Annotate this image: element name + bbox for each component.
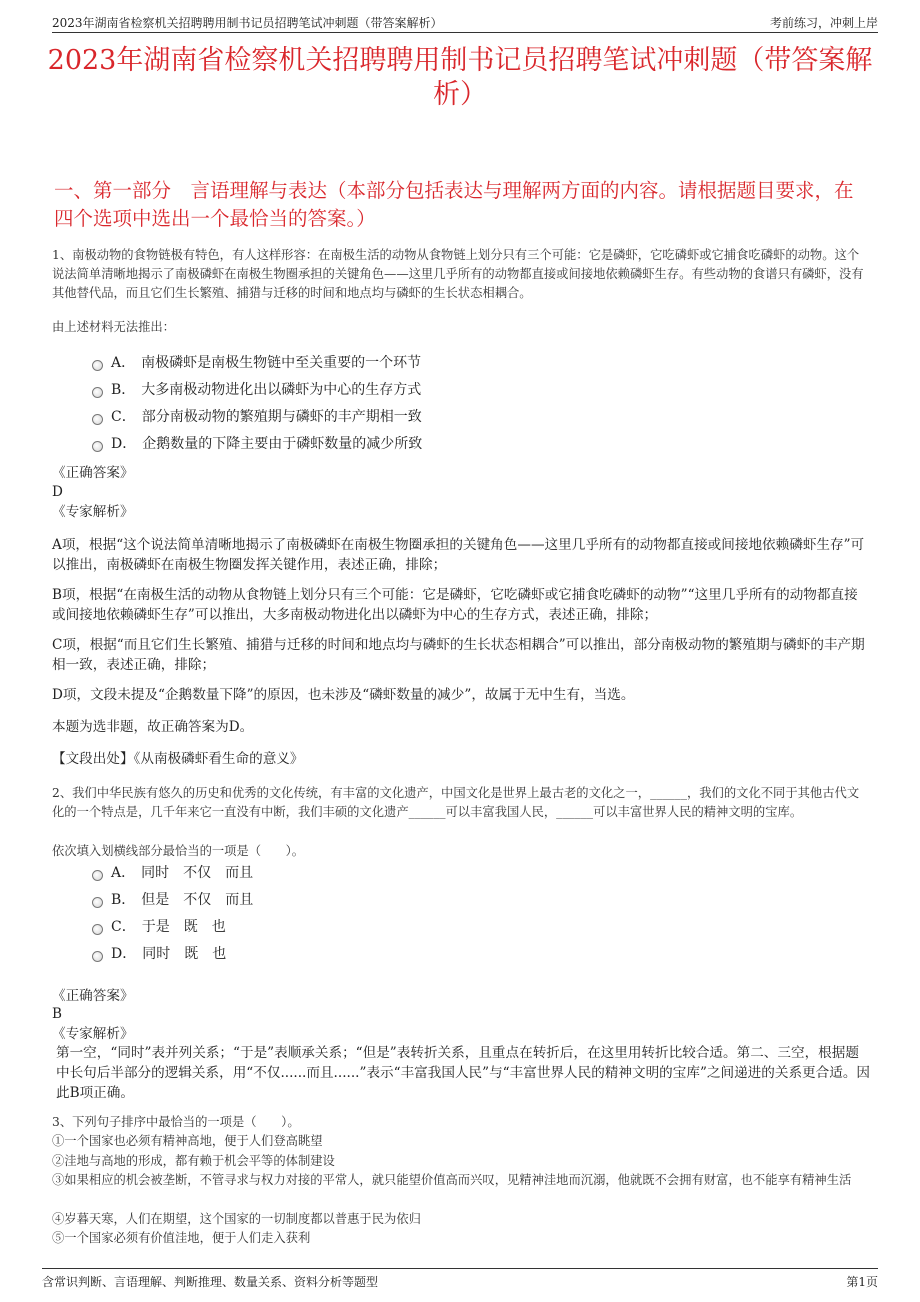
section-heading: 一、第一部分 言语理解与表达（本部分包括表达与理解两方面的内容。请根据题目要求，在四个选项中选出一个最恰当的答案。） xyxy=(54,179,854,230)
option-text: 但是 不仅 而且 xyxy=(141,892,254,908)
q1-analysis-c: C项，根据“而且它们生长繁殖、捕猎与迁移的时间和地点均与磷虾的生长状态相耦合”可以推出，部分南极动物的繁殖期与磷虾的丰产期相一致，表述正确，排除； xyxy=(52,637,865,673)
option-label: A． xyxy=(111,865,136,881)
option-text: 部分南极动物的繁殖期与磷虾的丰产期相一致 xyxy=(141,409,422,425)
q1-option-d[interactable] xyxy=(92,434,422,454)
q1-analysis-a: A项，根据“这个说法简单清晰地揭示了南极磷虾在南极生物圈承担的关键角色——这里几乎所有的动物都直接或间接地依赖磷虾生存”可以推出，南极磷虾在南极生物圈发挥关键作用，表述正确，排除； xyxy=(52,537,865,573)
q2-option-c[interactable] xyxy=(92,917,226,937)
q3-item-4: ④岁暮天寒，人们在期望，这个国家的一切制度都以普惠于民为依归 xyxy=(52,1212,421,1226)
radio-icon[interactable] xyxy=(92,387,103,398)
footer-description: 含常识判断、言语理解、判断推理、数量关系、资料分析等题型 xyxy=(42,1275,379,1289)
q2-option-a[interactable] xyxy=(92,863,253,883)
q3-item-5: ⑤一个国家必须有价值洼地，便于人们走入获利 xyxy=(52,1231,311,1245)
q1-stem: 1、南极动物的食物链极有特色，有人这样形容：在南极生活的动物从食物链上划分只有三个可能：它是磷虾，它吃磷虾或它捕食吃磷虾的动物。这个说法简单清晰地揭示了南极磷虾在南极生物圈承担的关键角色——这里几乎所有的动物都直接或间接地依赖磷虾生存。有些动物的食谱只有磷虾，没有其他替代品，而且它们生长繁殖、捕猎与迁移的时间和地点均与磷虾的生长状态相耦合。 xyxy=(52,248,864,300)
radio-icon[interactable] xyxy=(92,924,103,935)
q2-analysis: 第一空，“同时”表并列关系；“于是”表顺承关系；“但是”表转折关系，且重点在转折后，在这里用转折比较合适。第二、三空，根据题中长句后半部分的逻辑关系，用“不仅......而且......”表示“丰富我国人民”与“丰富世界人民的精神文明的宝库”之间递进的关系更合适。因此B项正确。 xyxy=(56,1045,871,1101)
option-label: A． xyxy=(111,355,136,371)
q1-option-b[interactable] xyxy=(92,380,421,400)
document-title: 2023年湖南省检察机关招聘聘用制书记员招聘笔试冲刺题（带答案解析） xyxy=(47,45,873,110)
q1-source: 【文段出处】《从南极磷虾看生命的意义》 xyxy=(52,751,304,767)
q1-answer: D xyxy=(52,484,63,500)
option-text: 大多南极动物进化出以磷虾为中心的生存方式 xyxy=(141,382,422,398)
option-label: C． xyxy=(111,409,136,425)
q2-answer-heading: 《正确答案》 xyxy=(52,988,134,1004)
radio-icon[interactable] xyxy=(92,441,103,452)
q1-answer-heading: 《正确答案》 xyxy=(52,465,134,481)
radio-icon[interactable] xyxy=(92,951,103,962)
q1-analysis-d: D项，文段未提及“企鹅数量下降”的原因，也未涉及“磷虾数量的减少”，故属于无中生有，当选。 xyxy=(52,687,635,703)
radio-icon[interactable] xyxy=(92,897,103,908)
radio-icon[interactable] xyxy=(92,360,103,371)
header-slogan: 考前练习，冲刺上岸 xyxy=(769,16,878,30)
q1-conclusion: 本题为选非题，故正确答案为D。 xyxy=(52,719,254,735)
q1-analysis-heading: 《专家解析》 xyxy=(52,504,134,520)
option-text: 于是 既 也 xyxy=(141,919,226,935)
radio-icon[interactable] xyxy=(92,870,103,881)
option-label: C． xyxy=(111,919,136,935)
q1-analysis-b: B项，根据“在南极生活的动物从食物链上划分只有三个可能：它是磷虾，它吃磷虾或它捕食吃磷虾的动物”“这里几乎所有的动物都直接或间接地依赖磷虾生存”可以推出，大多南极动物进化出以磷虾为中心的生存方式，表述正确，排除； xyxy=(52,587,858,623)
option-text: 企鹅数量的下降主要由于磷虾数量的减少所致 xyxy=(142,436,423,452)
q1-option-a[interactable] xyxy=(92,353,421,373)
q2-answer: B xyxy=(52,1006,62,1022)
option-label: D． xyxy=(111,946,137,962)
header-title: 2023年湖南省检察机关招聘聘用制书记员招聘笔试冲刺题（带答案解析） xyxy=(52,16,443,30)
q1-option-c[interactable] xyxy=(92,407,422,427)
q3-item-3: ③如果相应的机会被垄断，不管寻求与权力对接的平常人，就只能望价值高而兴叹，见精神洼地而沉溺，他就既不会拥有财富，也不能享有精神生活 xyxy=(52,1173,852,1187)
q1-prompt: 由上述材料无法推出： xyxy=(52,320,175,334)
q2-analysis-heading: 《专家解析》 xyxy=(52,1026,134,1042)
q2-option-b[interactable] xyxy=(92,890,253,910)
q3-item-2: ②洼地与高地的形成，都有赖于机会平等的体制建设 xyxy=(52,1154,335,1168)
option-label: B． xyxy=(111,892,136,908)
option-text: 同时 不仅 而且 xyxy=(141,865,254,881)
radio-icon[interactable] xyxy=(92,414,103,425)
q3-stem: 3、下列句子排序中最恰当的一项是（ ）。 xyxy=(52,1115,300,1129)
q2-prompt: 依次填入划横线部分最恰当的一项是（ ）。 xyxy=(52,844,305,858)
q2-stem: 2、我们中华民族有悠久的历史和优秀的文化传统，有丰富的文化遗产，中国文化是世界上最古老的文化之一，______，我们的文化不同于其他古代文化的一个特点是，几千年来它一直没有中断，我们丰硕的文化遗产______可以丰富我国人民，______可以丰富世界人民的精神文明的宝库。 xyxy=(52,786,860,819)
option-text: 南极磷虾是南极生物链中至关重要的一个环节 xyxy=(141,355,422,371)
page-number: 第1页 xyxy=(846,1275,878,1289)
option-label: D． xyxy=(111,436,137,452)
page-header xyxy=(52,12,878,33)
q3-item-1: ①一个国家也必须有精神高地，便于人们登高眺望 xyxy=(52,1134,323,1148)
q2-option-d[interactable] xyxy=(92,944,226,964)
option-label: B． xyxy=(111,382,136,398)
page-footer xyxy=(42,1268,878,1289)
option-text: 同时 既 也 xyxy=(142,946,227,962)
